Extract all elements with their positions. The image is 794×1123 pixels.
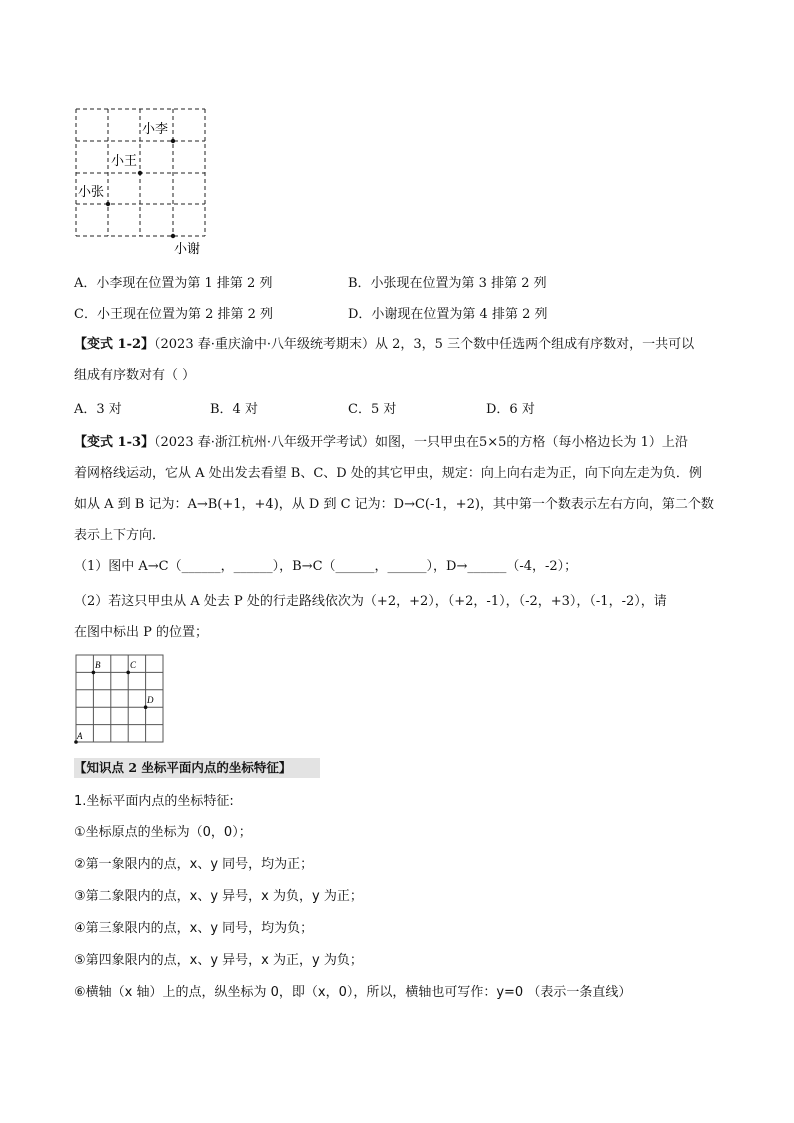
variant-1-3-line1 (74, 434, 688, 452)
knowledge-item-3: ③第二象限内的点，x、y 异号，x 为负，y 为正； (74, 889, 363, 904)
label-c: C (130, 660, 137, 670)
beetle-grid-figure (72, 652, 168, 746)
label-xiaoli: 小李 (142, 122, 169, 137)
variant-1-3-question-1: （1）图中 A→C（______，______），B→C（______，______），D→______（-4，-2）； (74, 559, 578, 574)
option-b[interactable]: B．小张现在位置为第 3 排第 2 列 (348, 276, 547, 291)
variant-1-3-line3: 如从 A 到 B 记为：A→B(+1，+4)，从 D 到 C 记为：D→C(-1，+2)，其中第一个数表示左右方向，第二个数 (74, 497, 714, 512)
knowledge-item-6: ⑥横轴（x 轴）上的点，纵坐标为 0，即（x，0），所以，横轴也可写作：y=0 （表示一条直线） (74, 985, 632, 1000)
label-d: D (147, 695, 154, 705)
variant-1-3-text: （2023 春·浙江杭州·八年级开学考试）如图，一只甲虫在5×5的方格（每小格边长为 1）上沿 (154, 435, 688, 450)
variant-1-3-line4: 表示上下方向． (74, 528, 166, 543)
option-c[interactable]: C．小王现在位置为第 2 排第 2 列 (74, 307, 274, 322)
point-b (92, 671, 96, 675)
knowledge-item-1: ①坐标原点的坐标为（0，0）； (74, 825, 252, 840)
label-b: B (95, 660, 101, 670)
variant-1-2-option-c[interactable]: C．5 对 (348, 402, 397, 417)
xiaoxie-point (171, 234, 175, 238)
variant-1-2-option-b[interactable]: B．4 对 (210, 402, 258, 417)
variant-1-3-question-2b: 在图中标出 P 的位置； (74, 625, 209, 640)
knowledge-item-4: ④第三象限内的点，x、y 同号，均为负； (74, 921, 314, 936)
xiaoli-point (171, 139, 175, 143)
seat-grid-figure (70, 100, 220, 260)
option-d[interactable]: D．小谢现在位置为第 4 排第 2 列 (348, 307, 548, 322)
variant-1-3-question-2a: （2）若这只甲虫从 A 处去 P 处的行走路线依次为（+2，+2），（+2，-1），（-2，+3），（-1，-2），请 (74, 594, 667, 609)
point-d (144, 705, 148, 709)
variant-1-2-line1 (74, 336, 694, 354)
point-c (126, 671, 130, 675)
label-xiaoxie: 小谢 (174, 242, 201, 257)
variant-1-3-line2: 着网格线运动，它从 A 处出发去看望 B、C、D 处的其它甲虫，规定：向上向右走为正，向下向左走为负．例 (74, 466, 702, 481)
variant-1-2-tag: 【变式 1-2】 (74, 337, 155, 352)
variant-1-2-text: （2023 春·重庆渝中·八年级统考期末）从 2，3，5 三个数中任选两个组成有序数对，一共可以 (154, 337, 695, 352)
label-xiaozhang: 小张 (78, 185, 105, 200)
label-a: A (77, 731, 83, 741)
variant-1-2-line2: 组成有序数对有（ ） (74, 368, 196, 383)
variant-1-3-tag: 【变式 1-3】 (74, 435, 155, 450)
xiaowang-point (138, 171, 142, 175)
knowledge-point-2-title: 【知识点 2 坐标平面内点的坐标特征】 (74, 760, 292, 775)
variant-1-2-option-d[interactable]: D．6 对 (486, 402, 535, 417)
knowledge-point-2-intro: 1.坐标平面内点的坐标特征: (74, 794, 234, 809)
knowledge-item-5: ⑤第四象限内的点，x、y 异号，x 为正，y 为负； (74, 953, 363, 968)
xiaozhang-point (106, 202, 110, 206)
option-a[interactable]: A．小李现在位置为第 1 排第 2 列 (74, 276, 273, 291)
knowledge-item-2: ②第一象限内的点，x、y 同号，均为正； (74, 857, 314, 872)
label-xiaowang: 小王 (111, 154, 138, 169)
variant-1-2-option-a[interactable]: A．3 对 (74, 402, 122, 417)
